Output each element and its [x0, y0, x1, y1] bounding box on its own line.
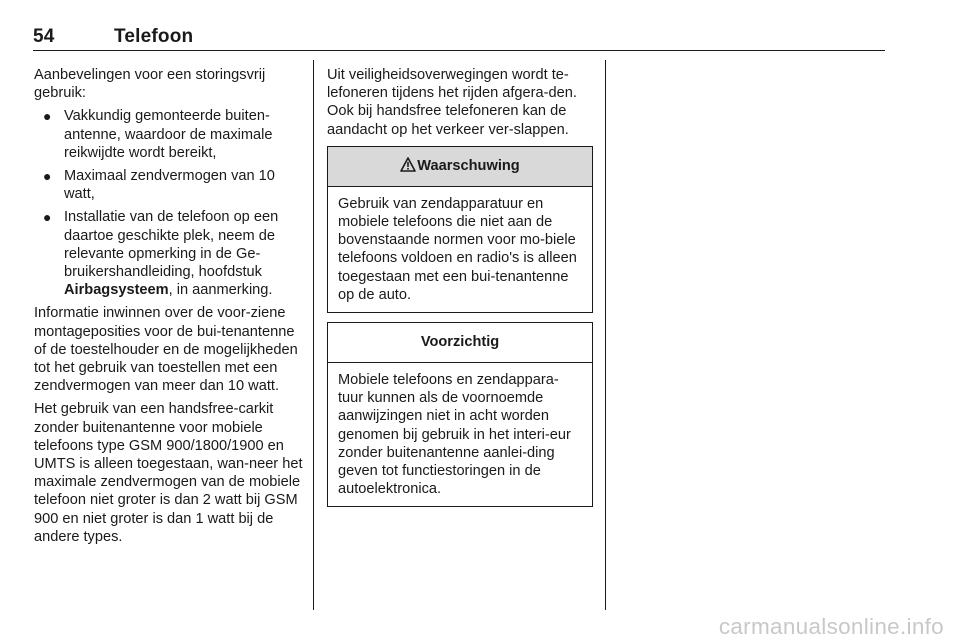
- list-item: [34, 167, 304, 203]
- bullet-icon: ●: [43, 209, 52, 226]
- caution-box: [327, 322, 593, 507]
- watermark: carmanualsonline.info: [718, 614, 944, 639]
- section-title: Telefoon: [114, 26, 194, 47]
- column-divider: [313, 60, 314, 610]
- warning-triangle-icon: [400, 149, 416, 188]
- middle-column: [327, 66, 593, 507]
- info-paragraph: Informatie inwinnen over de voor-ziene montageposities voor de bui-tenantenne of de toestelhouder en de mogelijkheden tot het gebruik van toestellen met een zendvermogen van meer dan 10 watt.: [34, 305, 298, 395]
- chapter-reference: Airbagsysteem: [64, 282, 169, 299]
- list-item-text: Vakkundig gemonteerde buiten-antenne, waardoor de maximale reikwijdte wordt bereikt,: [64, 108, 273, 161]
- column-divider: [605, 60, 606, 610]
- safety-paragraph: Uit veiligheidsoverwegingen wordt te-lefoneren tijdens het rijden afgera-den. Ook bij handsfree telefoneren kan de aandacht op het verkeer ver-slappen.: [327, 67, 577, 138]
- caution-body: Mobiele telefoons en zendappara-tuur kunnen als de voornoemde aanwijzingen niet in acht worden genomen bij gebruik in het interi-eur zonder buitenantenne aanlei-ding geven tot functiestoringen in de autoelektronica.: [338, 372, 571, 498]
- bullet-icon: ●: [43, 108, 52, 125]
- carkit-paragraph: Het gebruik van een handsfree-carkit zonder buitenantenne voor mobiele telefoons type GSM 900/1800/1900 en UMTS is alleen toegestaan, wan-neer het maximale zendvermogen van de mobiele telefoon niet groter is dan 2 watt bij GSM 900 en niet groter is dan 1 watt bij de andere types.: [34, 401, 303, 545]
- warning-box: [327, 146, 593, 313]
- warning-body: Gebruik van zendapparatuur en mobiele telefoons die niet aan de bovenstaande normen voor mo-biele telefoons voldoen en radio's is alleen toegestaan met een bui-tenantenne op de auto.: [338, 195, 577, 303]
- list-item: [34, 107, 304, 162]
- intro-text: Aanbevelingen voor een storingsvrij gebruik:: [34, 67, 266, 102]
- left-column: [34, 66, 304, 551]
- list-item: [34, 208, 304, 299]
- list-item-text-end: , in aanmerking.: [168, 282, 273, 299]
- bullet-icon: ●: [43, 168, 52, 185]
- list-item-text: Installatie van de telefoon op een daartoe geschikte plek, neem de relevante opmerking in de Ge-bruikershandleiding, hoofdstuk: [64, 209, 279, 281]
- page-header: [33, 26, 885, 51]
- page-number: 54: [33, 26, 55, 47]
- caution-header: [328, 323, 592, 363]
- recommendation-list: [34, 107, 304, 299]
- warning-header: [328, 147, 592, 187]
- list-item-text: Maximaal zendvermogen van 10 watt,: [64, 168, 275, 203]
- warning-title: Waarschuwing: [417, 157, 520, 174]
- caution-title: Voorzichtig: [420, 334, 500, 351]
